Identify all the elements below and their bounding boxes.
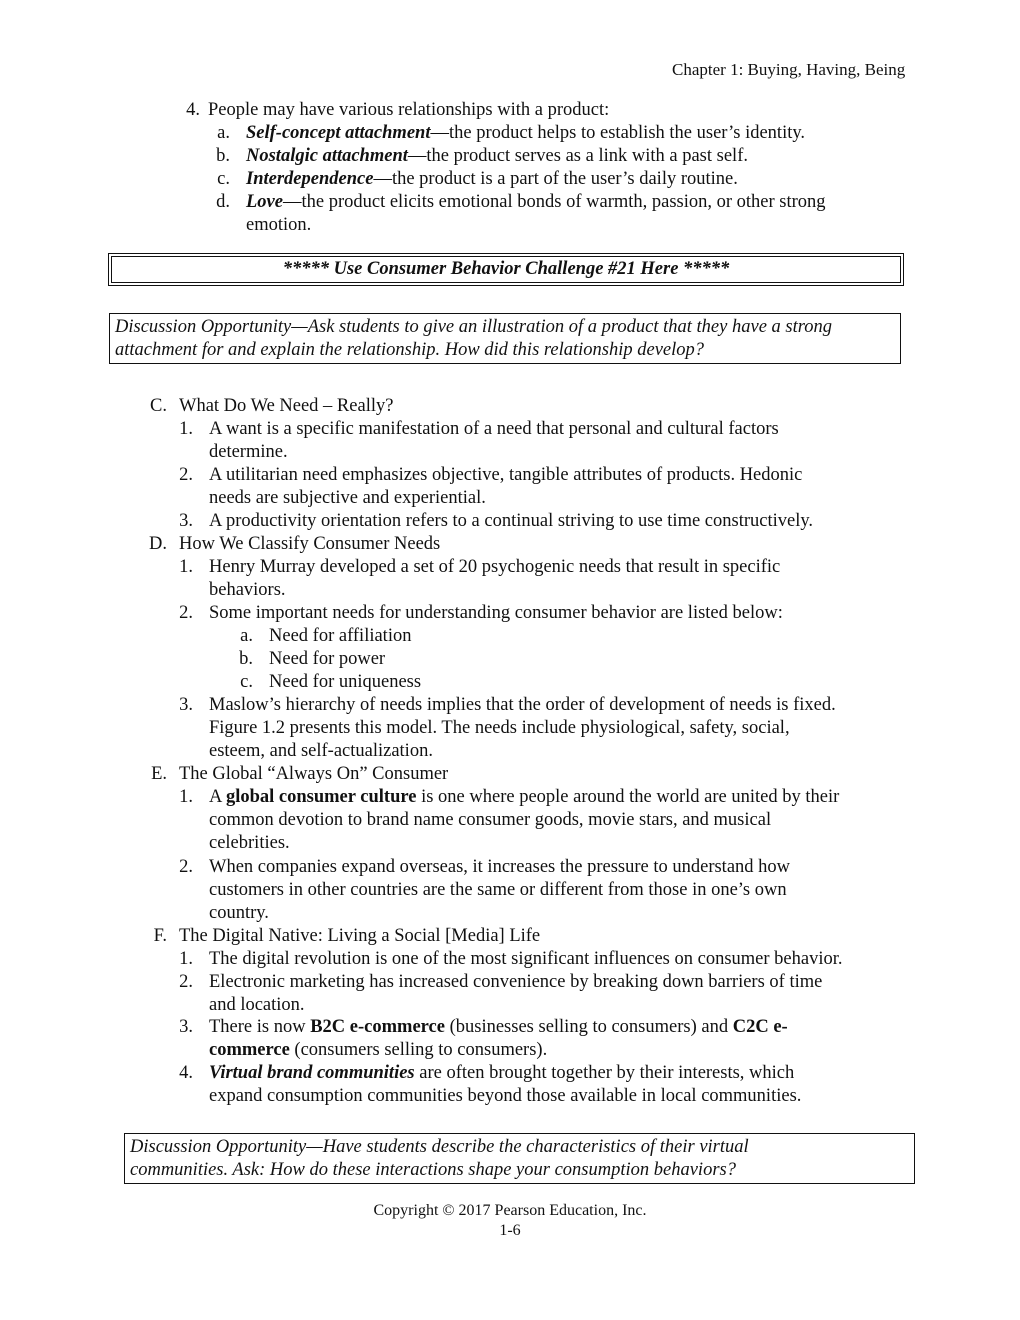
list-item-continued: needs are subjective and experiential. xyxy=(209,488,486,508)
discussion-line: Discussion Opportunity—Ask students to give an illustration of a product that they have a strong xyxy=(115,317,833,337)
list-item-continued: common devotion to brand name consumer goods, movie stars, and musical xyxy=(209,810,772,830)
section-marker: F. xyxy=(153,926,167,946)
list-marker: 2. xyxy=(179,972,193,992)
term-definition: —the product serves as a link with a past self. xyxy=(407,146,748,166)
list-item-continued xyxy=(209,1039,547,1062)
section-title: The Global “Always On” Consumer xyxy=(179,764,449,784)
term-label: Self-concept attachment xyxy=(246,123,431,143)
list-item-text: Some important needs for understanding consumer behavior are listed below: xyxy=(209,603,783,623)
section-marker: D. xyxy=(149,534,167,554)
list-item-text: The digital revolution is one of the most significant influences on consumer behavior. xyxy=(209,949,843,969)
key-term: B2C e-commerce xyxy=(310,1017,445,1037)
section-title: What Do We Need – Really? xyxy=(179,396,394,416)
discussion-box xyxy=(124,1133,915,1184)
sub-marker: b. xyxy=(239,649,253,669)
discussion-box xyxy=(109,313,901,364)
list-item-continued: Figure 1.2 presents this model. The needs include physiological, safety, social, xyxy=(209,718,790,738)
list-marker: 4. xyxy=(179,1063,193,1083)
text-run: There is now xyxy=(209,1017,311,1037)
list-marker: 1. xyxy=(179,949,193,969)
list-item-continued: celebrities. xyxy=(209,833,290,853)
text-run: A xyxy=(209,787,226,807)
list-marker: 3. xyxy=(179,1017,193,1037)
section-title: How We Classify Consumer Needs xyxy=(179,534,441,554)
list-item-text: Henry Murray developed a set of 20 psychogenic needs that result in specific xyxy=(209,557,781,577)
section-marker: E. xyxy=(151,764,167,784)
sub-marker: d. xyxy=(216,192,230,212)
copyright-notice: Copyright © 2017 Pearson Education, Inc. xyxy=(373,1202,647,1219)
sub-item-text: Need for power xyxy=(269,649,386,669)
list-item-text: People may have various relationships with a product: xyxy=(208,100,610,120)
list-item-text: A want is a specific manifestation of a need that personal and cultural factors xyxy=(209,419,779,439)
sub-item-d-continued: emotion. xyxy=(246,215,312,235)
term-definition: —the product elicits emotional bonds of warmth, passion, or other strong xyxy=(282,192,826,212)
list-item-continued: customers in other countries are the same or different from those in one’s own xyxy=(209,880,787,900)
term-label: Interdependence xyxy=(246,169,374,189)
list-item-text: When companies expand overseas, it increases the pressure to understand how xyxy=(209,857,791,877)
sub-item-text: Need for uniqueness xyxy=(269,672,422,692)
term-label: Nostalgic attachment xyxy=(246,146,408,166)
key-term: global consumer culture xyxy=(225,787,417,807)
discussion-line: Discussion Opportunity—Have students describe the characteristics of their virtual xyxy=(130,1137,749,1157)
sub-marker: a. xyxy=(240,626,253,646)
list-item-continued: and location. xyxy=(209,995,305,1015)
text-run: (businesses selling to consumers) and xyxy=(444,1017,733,1037)
list-marker: 2. xyxy=(179,465,193,485)
challenge-text: ***** Use Consumer Behavior Challenge #21 Here ***** xyxy=(111,256,901,283)
list-marker: 2. xyxy=(179,857,193,877)
list-marker: 1. xyxy=(179,787,193,807)
list-marker: 4. xyxy=(186,100,200,120)
term-label: Love xyxy=(246,192,283,212)
list-marker: 3. xyxy=(179,695,193,715)
list-marker: 3. xyxy=(179,511,193,531)
term-definition: —the product is a part of the user’s daily routine. xyxy=(373,169,738,189)
text-run: are often brought together by their interests, which xyxy=(414,1063,795,1083)
section-title: The Digital Native: Living a Social [Media] Life xyxy=(179,926,541,946)
key-term: Virtual brand communities xyxy=(209,1063,415,1083)
running-header: Chapter 1: Buying, Having, Being xyxy=(672,60,906,79)
sub-marker: c. xyxy=(240,672,253,692)
list-item-text: A utilitarian need emphasizes objective, tangible attributes of products. Hedonic xyxy=(209,465,803,485)
list-item-continued: country. xyxy=(209,903,269,923)
list-marker: 2. xyxy=(179,603,193,623)
term-definition: —the product helps to establish the user’s identity. xyxy=(430,123,806,143)
list-item-text: Electronic marketing has increased convenience by breaking down barriers of time xyxy=(209,972,823,992)
list-item-text: A productivity orientation refers to a continual striving to use time constructively. xyxy=(209,511,814,531)
list-item-continued: expand consumption communities beyond those available in local communities. xyxy=(209,1086,802,1106)
sub-marker: c. xyxy=(217,169,230,189)
list-item-text: Maslow’s hierarchy of needs implies that the order of development of needs is fixed. xyxy=(209,695,836,715)
discussion-line: attachment for and explain the relationship. How did this relationship develop? xyxy=(115,340,705,360)
page-number: 1-6 xyxy=(499,1222,521,1239)
section-marker: C. xyxy=(150,396,167,416)
list-marker: 1. xyxy=(179,557,193,577)
list-marker: 1. xyxy=(179,419,193,439)
text-run: (consumers selling to consumers). xyxy=(289,1040,548,1060)
key-term: commerce xyxy=(209,1040,290,1060)
challenge-banner xyxy=(108,253,904,286)
discussion-line: communities. Ask: How do these interactions shape your consumption behaviors? xyxy=(130,1160,736,1180)
list-item-continued: behaviors. xyxy=(209,580,286,600)
sub-item-text: Need for affiliation xyxy=(269,626,412,646)
sub-marker: a. xyxy=(217,123,230,143)
text-run: is one where people around the world are united by their xyxy=(416,787,840,807)
sub-marker: b. xyxy=(216,146,230,166)
key-term: C2C e- xyxy=(732,1017,788,1037)
list-item-continued: determine. xyxy=(209,442,288,462)
list-item-continued: esteem, and self-actualization. xyxy=(209,741,433,761)
